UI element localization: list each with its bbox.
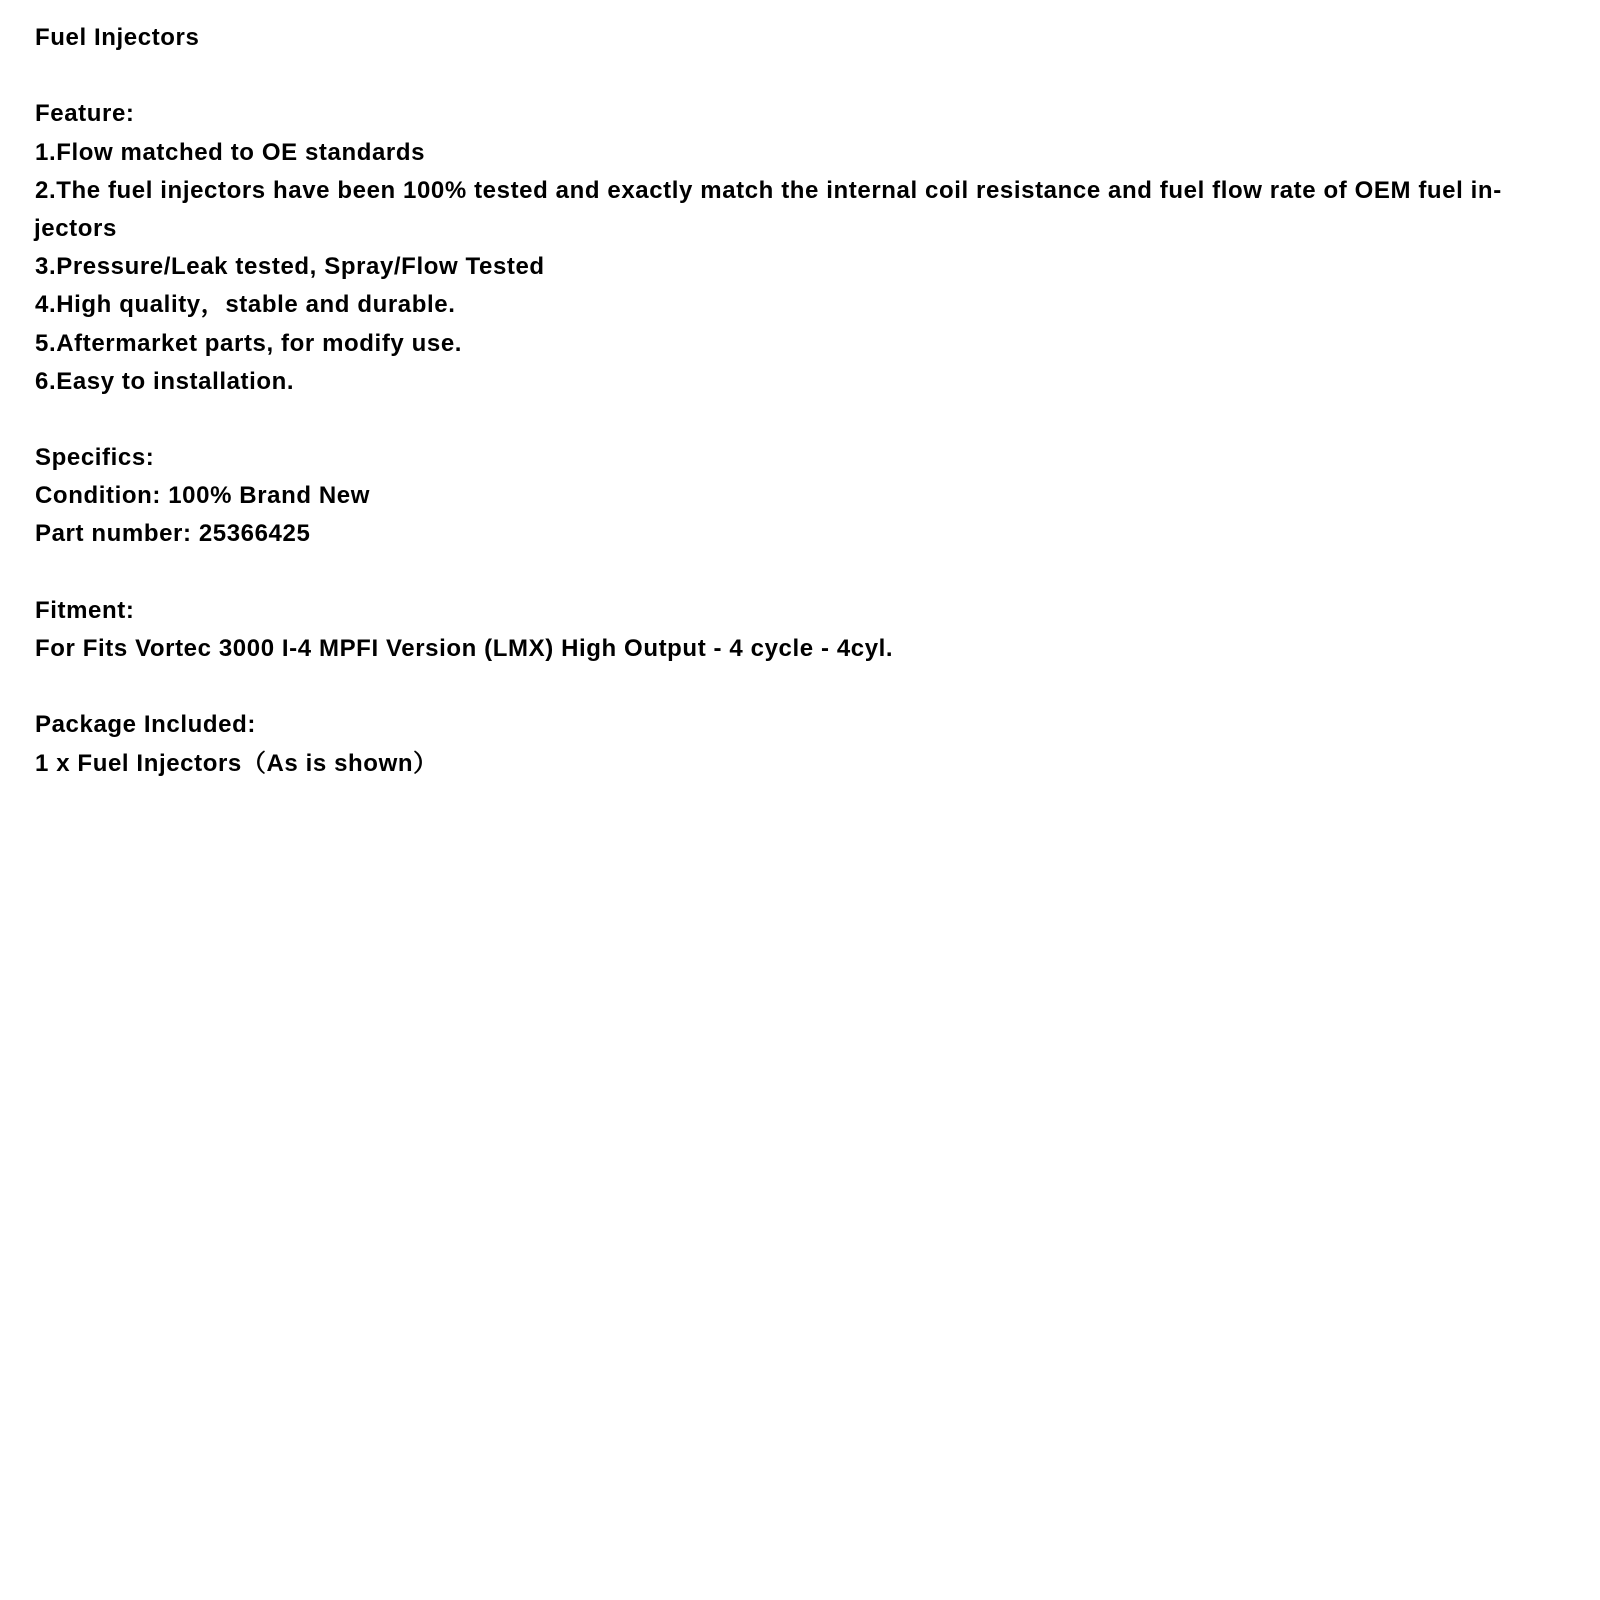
- spacer: [35, 554, 1575, 592]
- feature-item-4: 4.High quality，stable and durable.: [35, 291, 456, 319]
- fitment-line: For Fits Vortec 3000 I-4 MPFI Version (LMX) High Output - 4 cycle - 4cyl.: [35, 635, 894, 662]
- feature-item-5: 5.Aftermarket parts, for modify use.: [35, 329, 463, 357]
- feature-item-2-continued: jectors: [34, 214, 117, 242]
- feature-item-6: 6.Easy to installation.: [35, 367, 295, 395]
- feature-heading: Feature:: [35, 100, 135, 128]
- package-line: 1 x Fuel Injectors（As is shown）: [35, 749, 438, 777]
- product-description: [35, 19, 1575, 783]
- feature-item-1: 1.Flow matched to OE standards: [35, 138, 426, 166]
- specifics-heading: Specifics:: [35, 444, 155, 472]
- feature-item-2: 2.The fuel injectors have been 100% tested and exactly match the internal coil resistance and fuel flow rate of OEM fuel in-: [35, 176, 1502, 204]
- spacer: [35, 57, 1575, 95]
- document-title: Fuel Injectors: [35, 24, 200, 51]
- fitment-heading: Fitment:: [35, 596, 135, 624]
- condition-line: Condition: 100% Brand New: [35, 482, 371, 510]
- feature-item-3: 3.Pressure/Leak tested, Spray/Flow Tested: [35, 253, 545, 281]
- package-heading: Package Included:: [35, 711, 256, 739]
- spacer: [35, 668, 1575, 706]
- spacer: [35, 401, 1575, 439]
- part-number-line: Part number: 25366425: [35, 520, 311, 548]
